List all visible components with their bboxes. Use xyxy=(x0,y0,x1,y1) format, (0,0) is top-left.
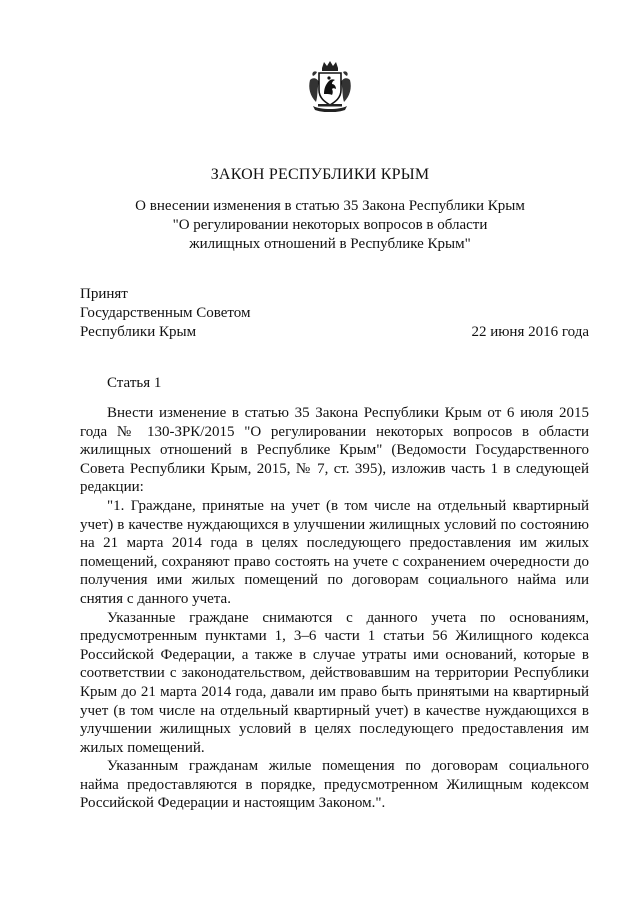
law-subtitle xyxy=(80,197,580,254)
adopted-line-1: Принят xyxy=(80,286,128,302)
adopted-line-2: Государственным Советом xyxy=(80,305,251,321)
adoption-date: 22 июня 2016 года xyxy=(471,324,589,340)
article-paragraph: "1. Граждане, принятые на учет (в том числе на отдельный квартирный учет) в качестве нуждающихся в улучшении жилищных условий по состоянию на 21 марта 2014 года в целях последующего предоставления им жилых помещений, сохраняют право состоять на учете с сохранением очередности до получения ими жилых помещений по договорам социального найма или снятия с данного учета. xyxy=(80,497,589,607)
article-heading: Статья 1 xyxy=(107,375,162,391)
article-body xyxy=(80,404,589,813)
article-paragraph: Указанные граждане снимаются с данного учета по основаниям, предусмотренным пунктами 1, 3–6 части 1 статьи 56 Жилищного кодекса Российской Федерации, а также в случае утраты ими оснований, которые в соответствии с законодательством, действовавшим на территории Республики Крым до 21 марта 2014 года, давали им право быть принятыми на квартирный учет (в том числе на отдельный квартирный учет) в качестве нуждающихся в улучшении жилищных условий в целях последующего предоставления им жилых помещений. xyxy=(80,609,589,756)
adopted-block xyxy=(80,285,251,342)
law-title: ЗАКОН РЕСПУБЛИКИ КРЫМ xyxy=(210,166,430,183)
subtitle-line-3: жилищных отношений в Республике Крым" xyxy=(189,236,471,252)
article-paragraph: Внести изменение в статью 35 Закона Республики Крым от 6 июля 2015 года № 130-ЗРК/2015 "О регулировании некоторых вопросов в области жилищных отношений в Республике Крым" (Ведомости Государственного Совета Республики Крым, 2015, № 7, ст. 395), изложив часть 1 в следующей редакции: xyxy=(80,405,589,496)
subtitle-line-1: О внесении изменения в статью 35 Закона Республики Крым xyxy=(135,198,525,214)
subtitle-line-2: "О регулировании некоторых вопросов в области xyxy=(172,217,488,233)
crimea-coat-of-arms-icon xyxy=(307,60,353,112)
adopted-line-3: Республики Крым xyxy=(80,324,197,340)
article-paragraph: Указанным гражданам жилые помещения по договорам социального найма предоставляются в порядке, предусмотренном Жилищным кодексом Российской Федерации и настоящим Законом.". xyxy=(80,758,589,812)
